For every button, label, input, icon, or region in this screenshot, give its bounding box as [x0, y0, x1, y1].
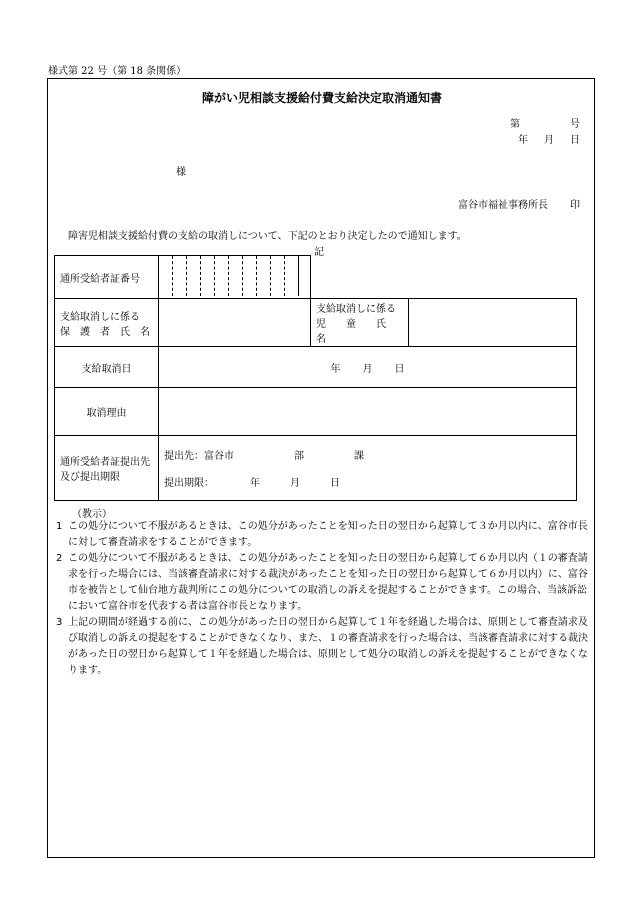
issuer-name: 富谷市福祉事務所長	[458, 200, 548, 211]
addressee: 様	[176, 167, 186, 178]
cancel-date-field[interactable]: 年 月 日	[159, 347, 577, 388]
document-number: 第 号	[510, 119, 580, 130]
form-label: 様式第 22 号（第 18 条関係）	[48, 66, 187, 77]
notice-form	[47, 78, 595, 858]
seal-mark: 印	[570, 200, 580, 211]
notice-heading: （教示）	[72, 509, 112, 520]
notice-item: 2 この処分について不服があるときは、この処分があったことを知った日の翌日から起算して６か月以内（１の審査請求を行った場合には、当該審査請求に対する裁決があったことを知った日の翌日から起算して６か月以内）に、富谷市を被告として仙台地方裁判所にこの処分についての取消しの訴えを提起することができます。この場合、当該訴訟において富谷市を代表する者は富谷市長となります。	[56, 553, 588, 612]
submission-label: 通所受給者証提出先 及び提出期限	[55, 436, 159, 501]
cert-number-boxes[interactable]	[159, 256, 311, 299]
notice-item: 1 この処分について不服があるときは、この処分があったことを知った日の翌日から起算して３か月以内に、富谷市長に対して審査請求をすることができます。	[56, 521, 588, 548]
reason-label: 取消理由	[55, 388, 159, 436]
intro-text: 障害児相談支援給付費の支給の取消しについて、下記のとおり決定したので通知します。	[68, 231, 467, 242]
table-row	[55, 388, 577, 436]
document-title: 障がい児相談支援給付費支給決定取消通知書	[201, 91, 442, 105]
guardian-name-field[interactable]	[159, 299, 311, 347]
reason-field[interactable]	[159, 388, 577, 436]
table-row	[55, 347, 577, 388]
cancel-date-label: 支給取消日	[55, 347, 159, 388]
table-row	[55, 256, 577, 299]
decision-table	[54, 255, 577, 501]
submission-field[interactable]: 提出先：富谷市 部 課 提出期限： 年 月 日	[159, 436, 577, 501]
cert-number-label: 通所受給者証番号	[55, 256, 159, 299]
child-name-label: 支給取消しに係る 児 童 氏 名	[311, 299, 409, 347]
child-name-field[interactable]	[409, 299, 577, 347]
issuer	[458, 196, 580, 211]
table-row	[55, 299, 577, 347]
issue-date: 年 月 日	[518, 135, 580, 146]
notice-item: 3 上記の期間が経過する前に、この処分があった日の翌日から起算して１年を経過した場合は、原則として審査請求及び取消しの訴えの提起をすることができなくなり、また、１の審査請求を行った場合は、当該審査請求に対する裁決があった日の翌日から起算して１年を経過した場合は、原則として処分の取消しの訴えを提起することができなくなります。	[56, 617, 588, 676]
ki-label: 記	[314, 247, 324, 258]
table-row	[55, 436, 577, 501]
guardian-name-label: 支給取消しに係る 保 護 者 氏 名	[55, 299, 159, 347]
